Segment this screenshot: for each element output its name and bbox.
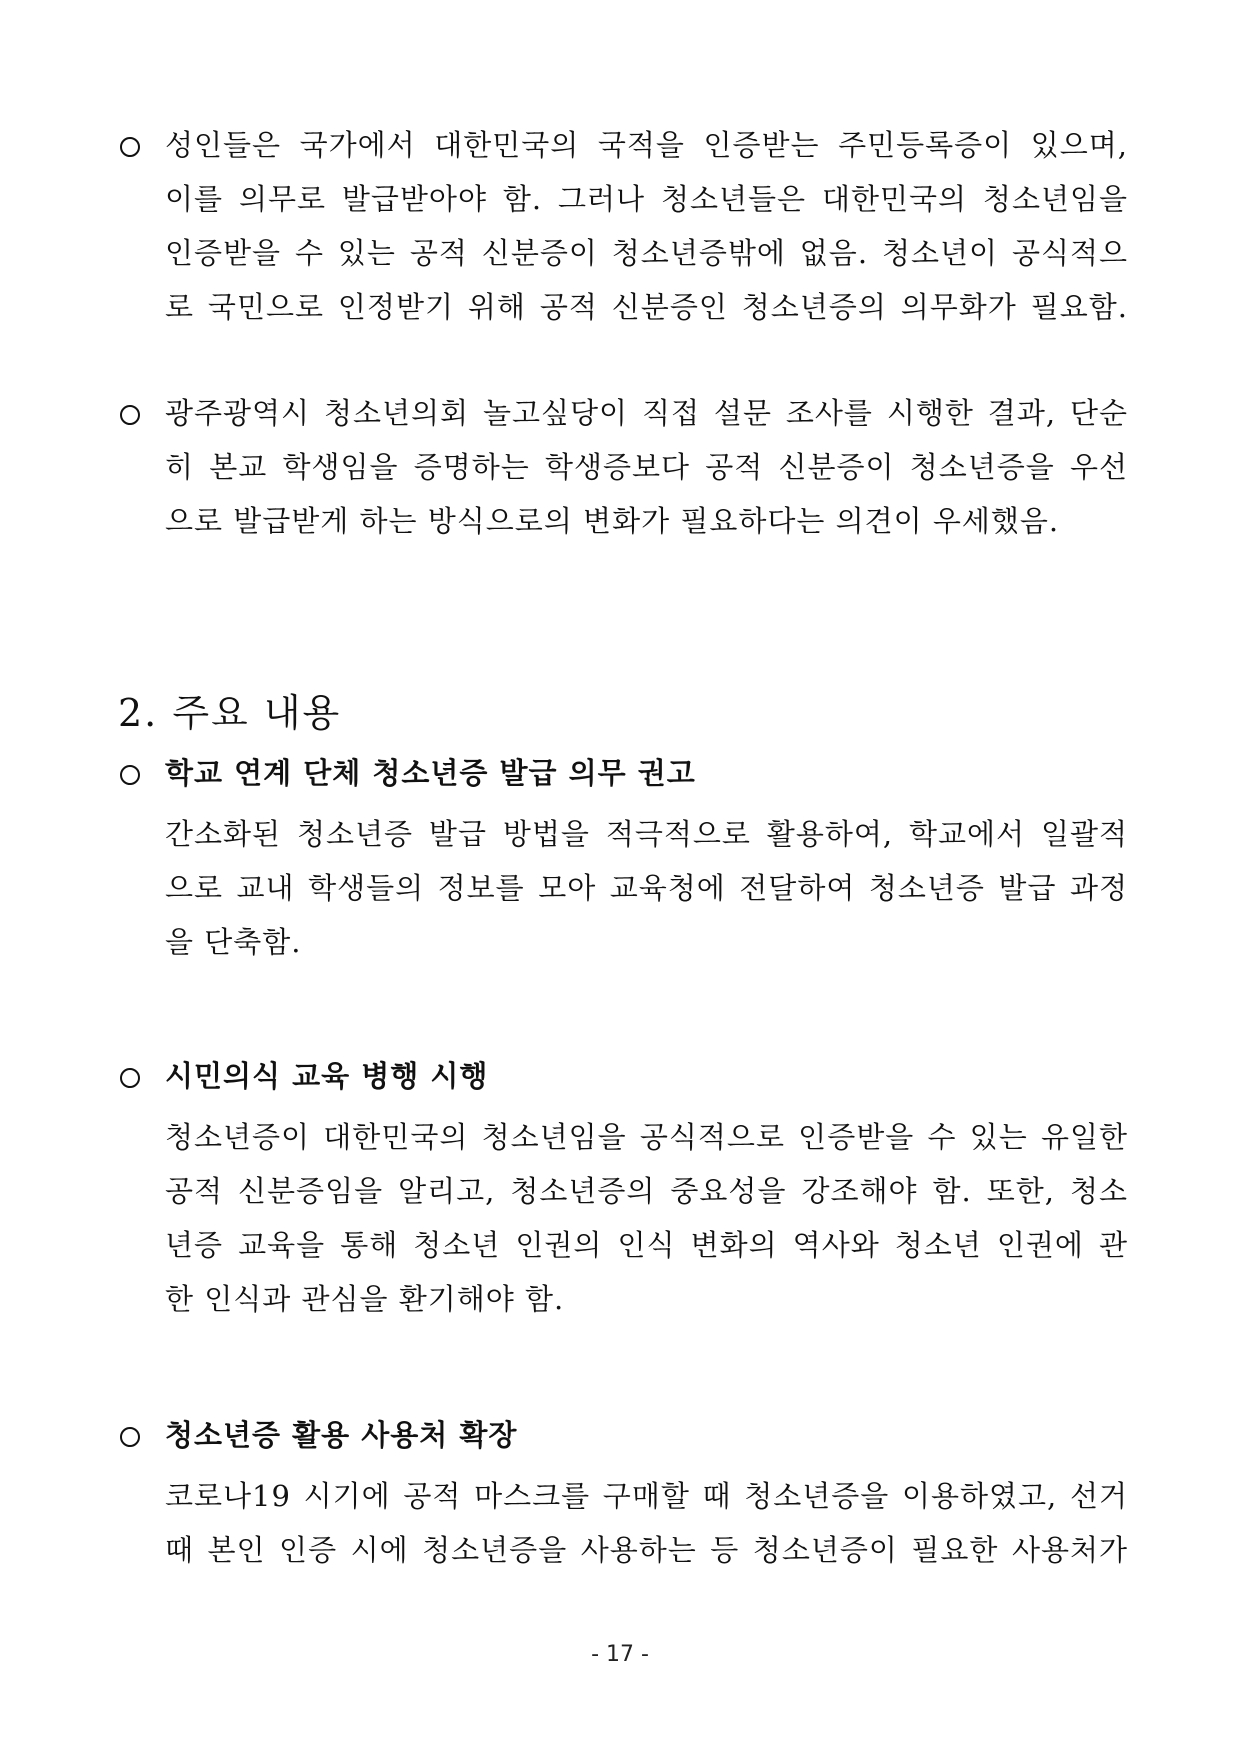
text-line: 때 본인 인증 시에 청소년증을 사용하는 등 청소년증이 필요한 사용처가: [165, 1533, 1128, 1567]
hollow-circle-bullet-icon: [120, 405, 140, 425]
text-line: 로 국민으로 인정받기 위해 공적 신분증인 청소년증의 의무화가 필요함.: [165, 290, 1128, 324]
text-line: 공적 신분증임을 알리고, 청소년증의 중요성을 강조해야 함. 또한, 청소: [165, 1174, 1128, 1208]
hollow-circle-bullet-icon: [120, 765, 140, 785]
text-line: 한 인식과 관심을 환기해야 함.: [165, 1282, 565, 1316]
text-line: 으로 교내 학생들의 정보를 모아 교육청에 전달하여 청소년증 발급 과정: [165, 871, 1128, 905]
hollow-circle-bullet-icon: [120, 1427, 140, 1447]
hollow-circle-bullet-icon: [120, 137, 140, 157]
text-line: 간소화된 청소년증 발급 방법을 적극적으로 활용하여, 학교에서 일괄적: [165, 817, 1128, 851]
page-number: - 17 -: [591, 1642, 649, 1667]
text-line: 광주광역시 청소년의회 놀고싶당이 직접 설문 조사를 시행한 결과, 단순: [165, 396, 1128, 430]
text-line: 으로 발급받게 하는 방식으로의 변화가 필요하다는 의견이 우세했음.: [165, 504, 1060, 538]
text-line: 성인들은 국가에서 대한민국의 국적을 인증받는 주민등록증이 있으며,: [165, 128, 1128, 162]
text-line: 히 본교 학생임을 증명하는 학생증보다 공적 신분증이 청소년증을 우선: [165, 450, 1128, 484]
text-line: 코로나19 시기에 공적 마스크를 구매할 때 청소년증을 이용하였고, 선거: [165, 1479, 1128, 1513]
text-line: 인증받을 수 있는 공적 신분증이 청소년증밖에 없음. 청소년이 공식적으: [165, 236, 1128, 270]
text-line: 년증 교육을 통해 청소년 인권의 인식 변화의 역사와 청소년 인권에 관: [165, 1228, 1128, 1262]
hollow-circle-bullet-icon: [120, 1068, 140, 1088]
section-heading: 2. 주요 내용: [118, 691, 342, 735]
item-title: 시민의식 교육 병행 시행: [165, 1059, 489, 1093]
text-line: 청소년증이 대한민국의 청소년임을 공식적으로 인증받을 수 있는 유일한: [165, 1120, 1128, 1154]
item-title: 학교 연계 단체 청소년증 발급 의무 권고: [165, 756, 696, 790]
text-line: 을 단축함.: [165, 925, 302, 959]
item-title: 청소년증 활용 사용처 확장: [165, 1418, 518, 1452]
text-line: 이를 의무로 발급받아야 함. 그러나 청소년들은 대한민국의 청소년임을: [165, 182, 1128, 216]
